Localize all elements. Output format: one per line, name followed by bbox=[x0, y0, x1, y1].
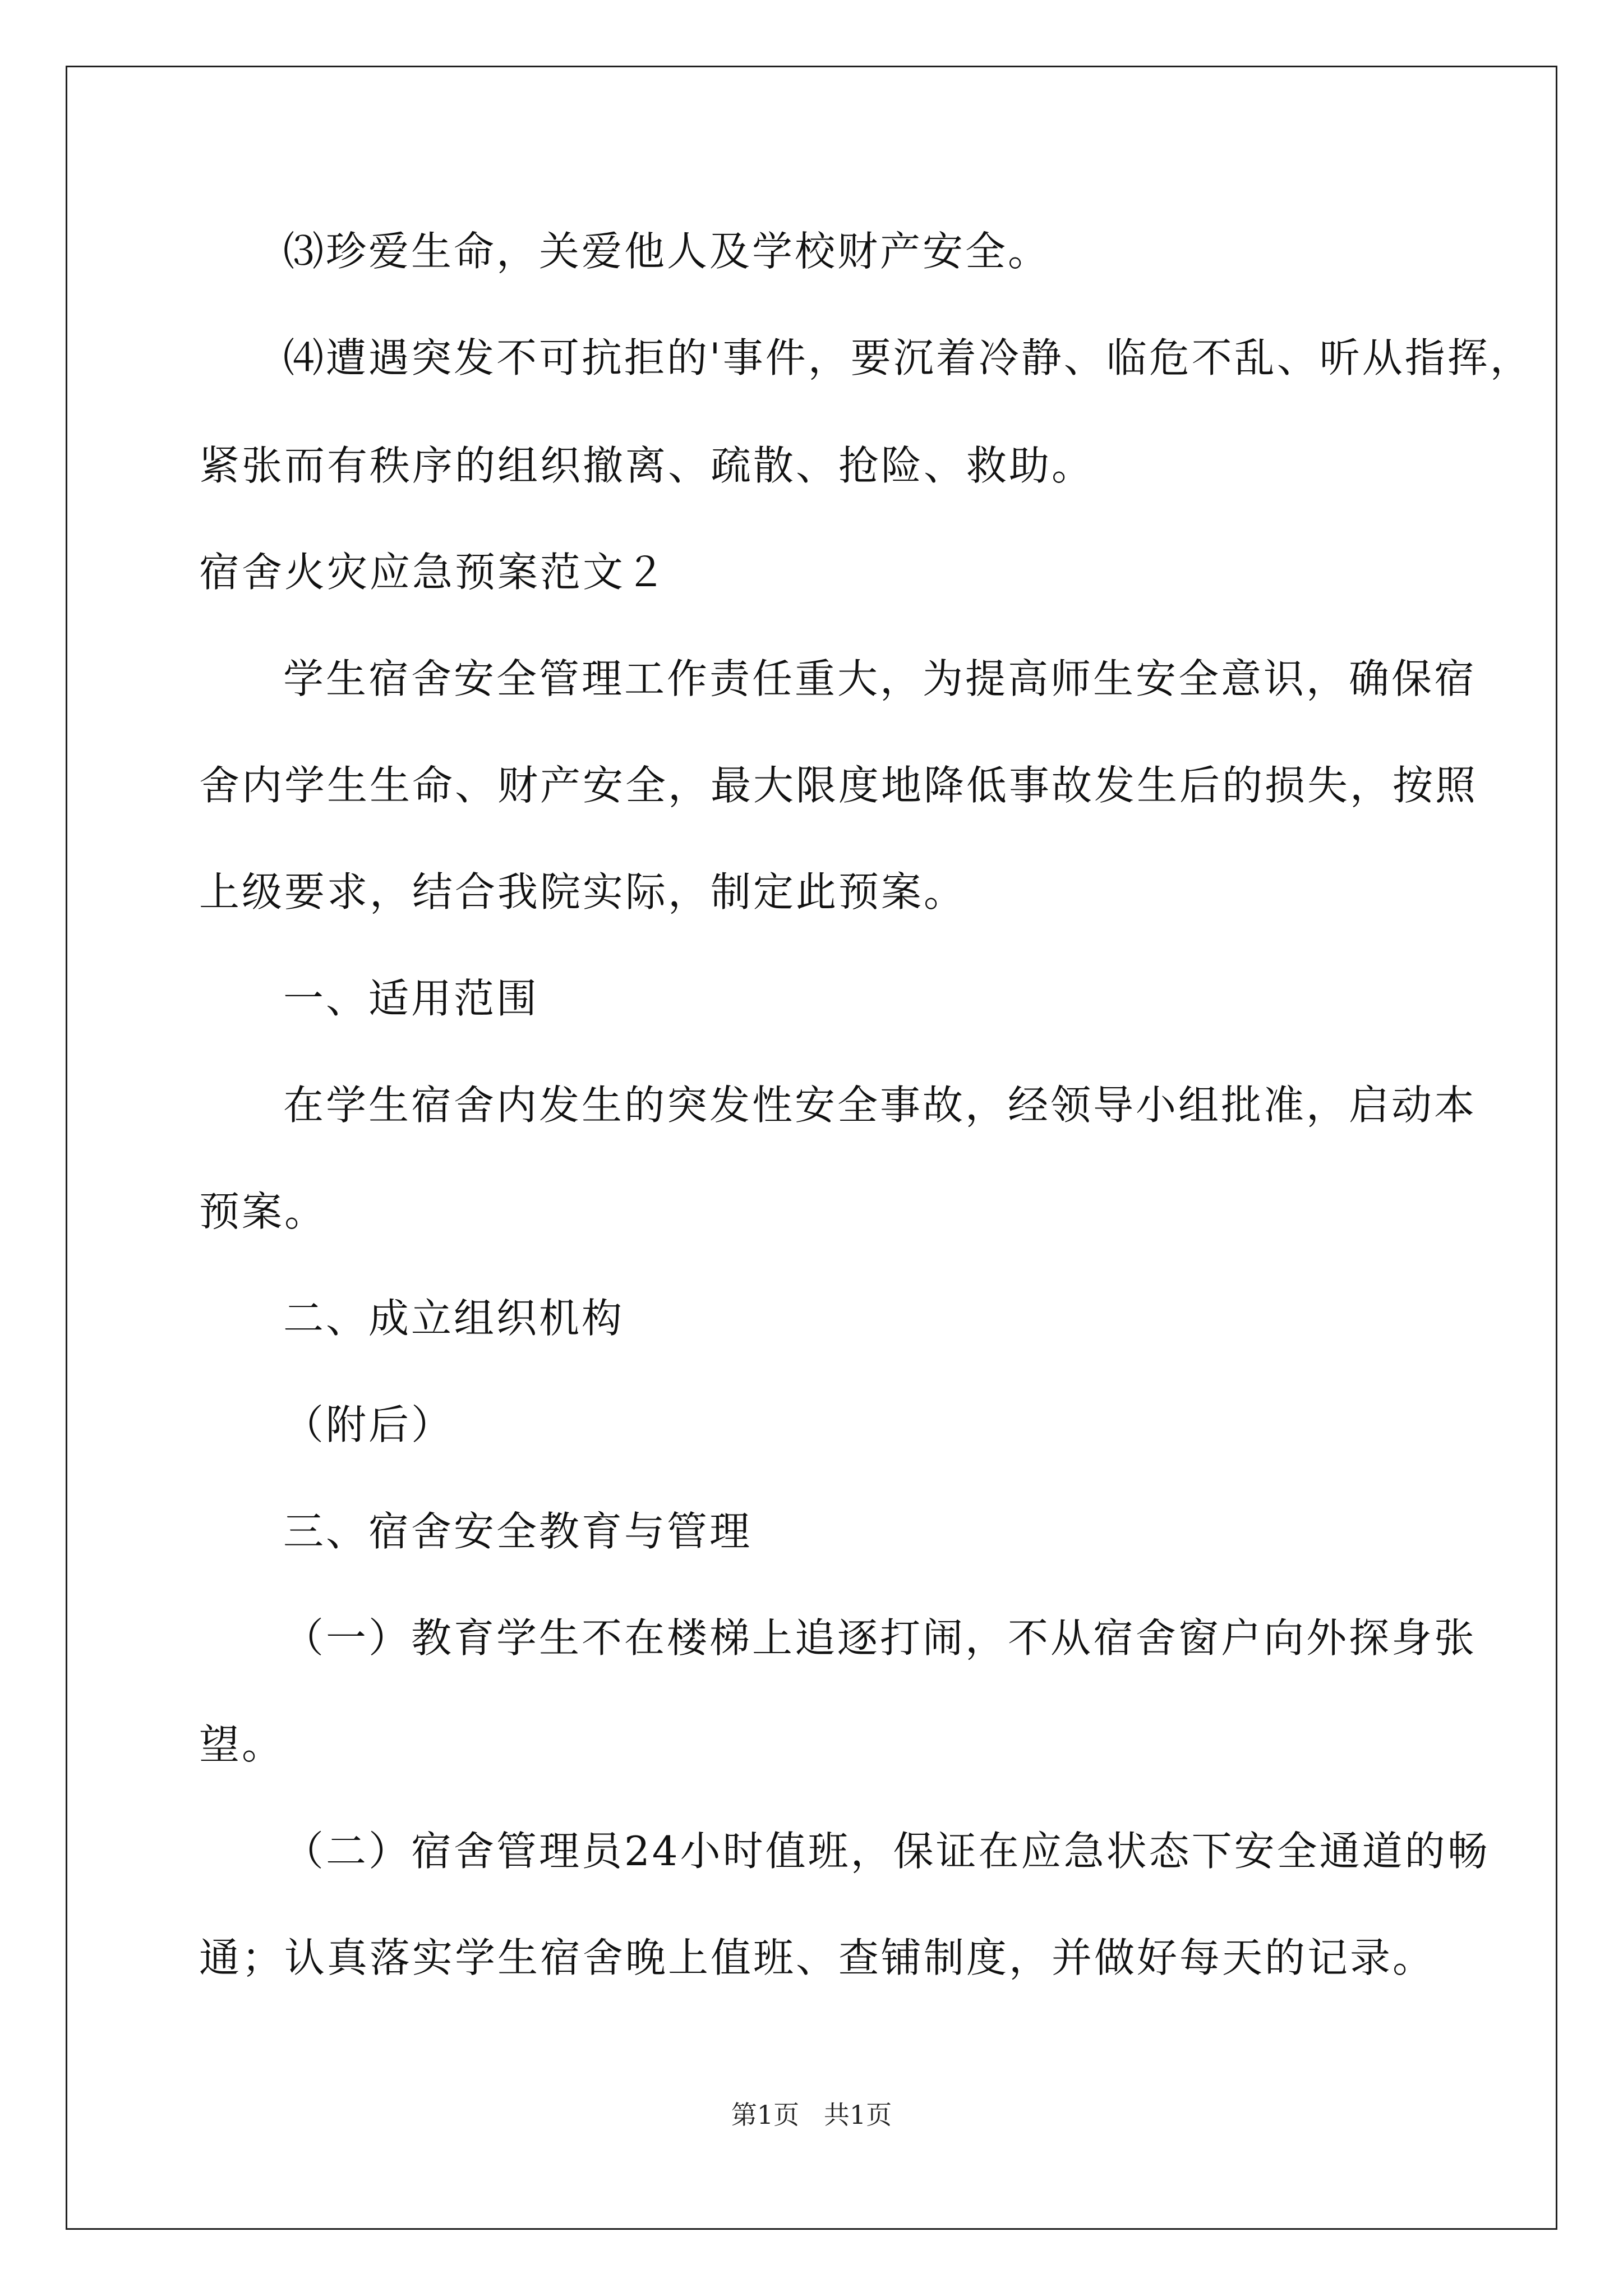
paragraph-line: 上级要求，结合我院实际，制定此预案。 bbox=[199, 868, 967, 915]
subheading: 三、宿舍安全教育与管理 bbox=[283, 1508, 753, 1555]
paragraph-line: 通；认真落实学生宿舍晚上值班、查铺制度，并做好每天的记录。 bbox=[199, 1934, 1436, 1981]
paragraph-line: 舍内学生生命、财产安全，最大限度地降低事故发生后的损失，按照 bbox=[199, 762, 1478, 809]
paragraph-line: （一）教育学生不在楼梯上追逐打闹，不从宿舍窗户向外探身张 bbox=[283, 1614, 1477, 1662]
paragraph-line: 紧张而有秩序的组织撤离、疏散、抢险、救助。 bbox=[199, 442, 1095, 489]
paragraph-line: （二）宿舍管理员24小时值班，保证在应急状态下安全通道的畅 bbox=[283, 1828, 1490, 1875]
page-number-footer: 第1页 共1页 bbox=[731, 2100, 892, 2130]
page-border bbox=[66, 66, 1557, 2230]
paragraph-line: （附后） bbox=[283, 1401, 454, 1448]
subheading: 一、适用范围 bbox=[283, 975, 540, 1022]
paragraph-line: 学生宿舍安全管理工作责任重大，为提高师生安全意识，确保宿 bbox=[283, 655, 1477, 702]
paragraph-line: ⑷遭遇突发不可抗拒的'事件，要沉着冷静、临危不乱、听从指挥， bbox=[283, 334, 1533, 381]
subheading: 二、成立组织机构 bbox=[283, 1295, 625, 1342]
paragraph-line: 望。 bbox=[199, 1721, 285, 1768]
section-heading: 宿舍火灾应急预案范文２ bbox=[199, 549, 668, 596]
paragraph-line: ⑶珍爱生命，关爱他人及学校财产安全。 bbox=[283, 228, 1051, 275]
paragraph-line: 预案。 bbox=[199, 1188, 328, 1235]
paragraph-line: 在学生宿舍内发生的突发性安全事故，经领导小组批准，启动本 bbox=[283, 1082, 1477, 1129]
